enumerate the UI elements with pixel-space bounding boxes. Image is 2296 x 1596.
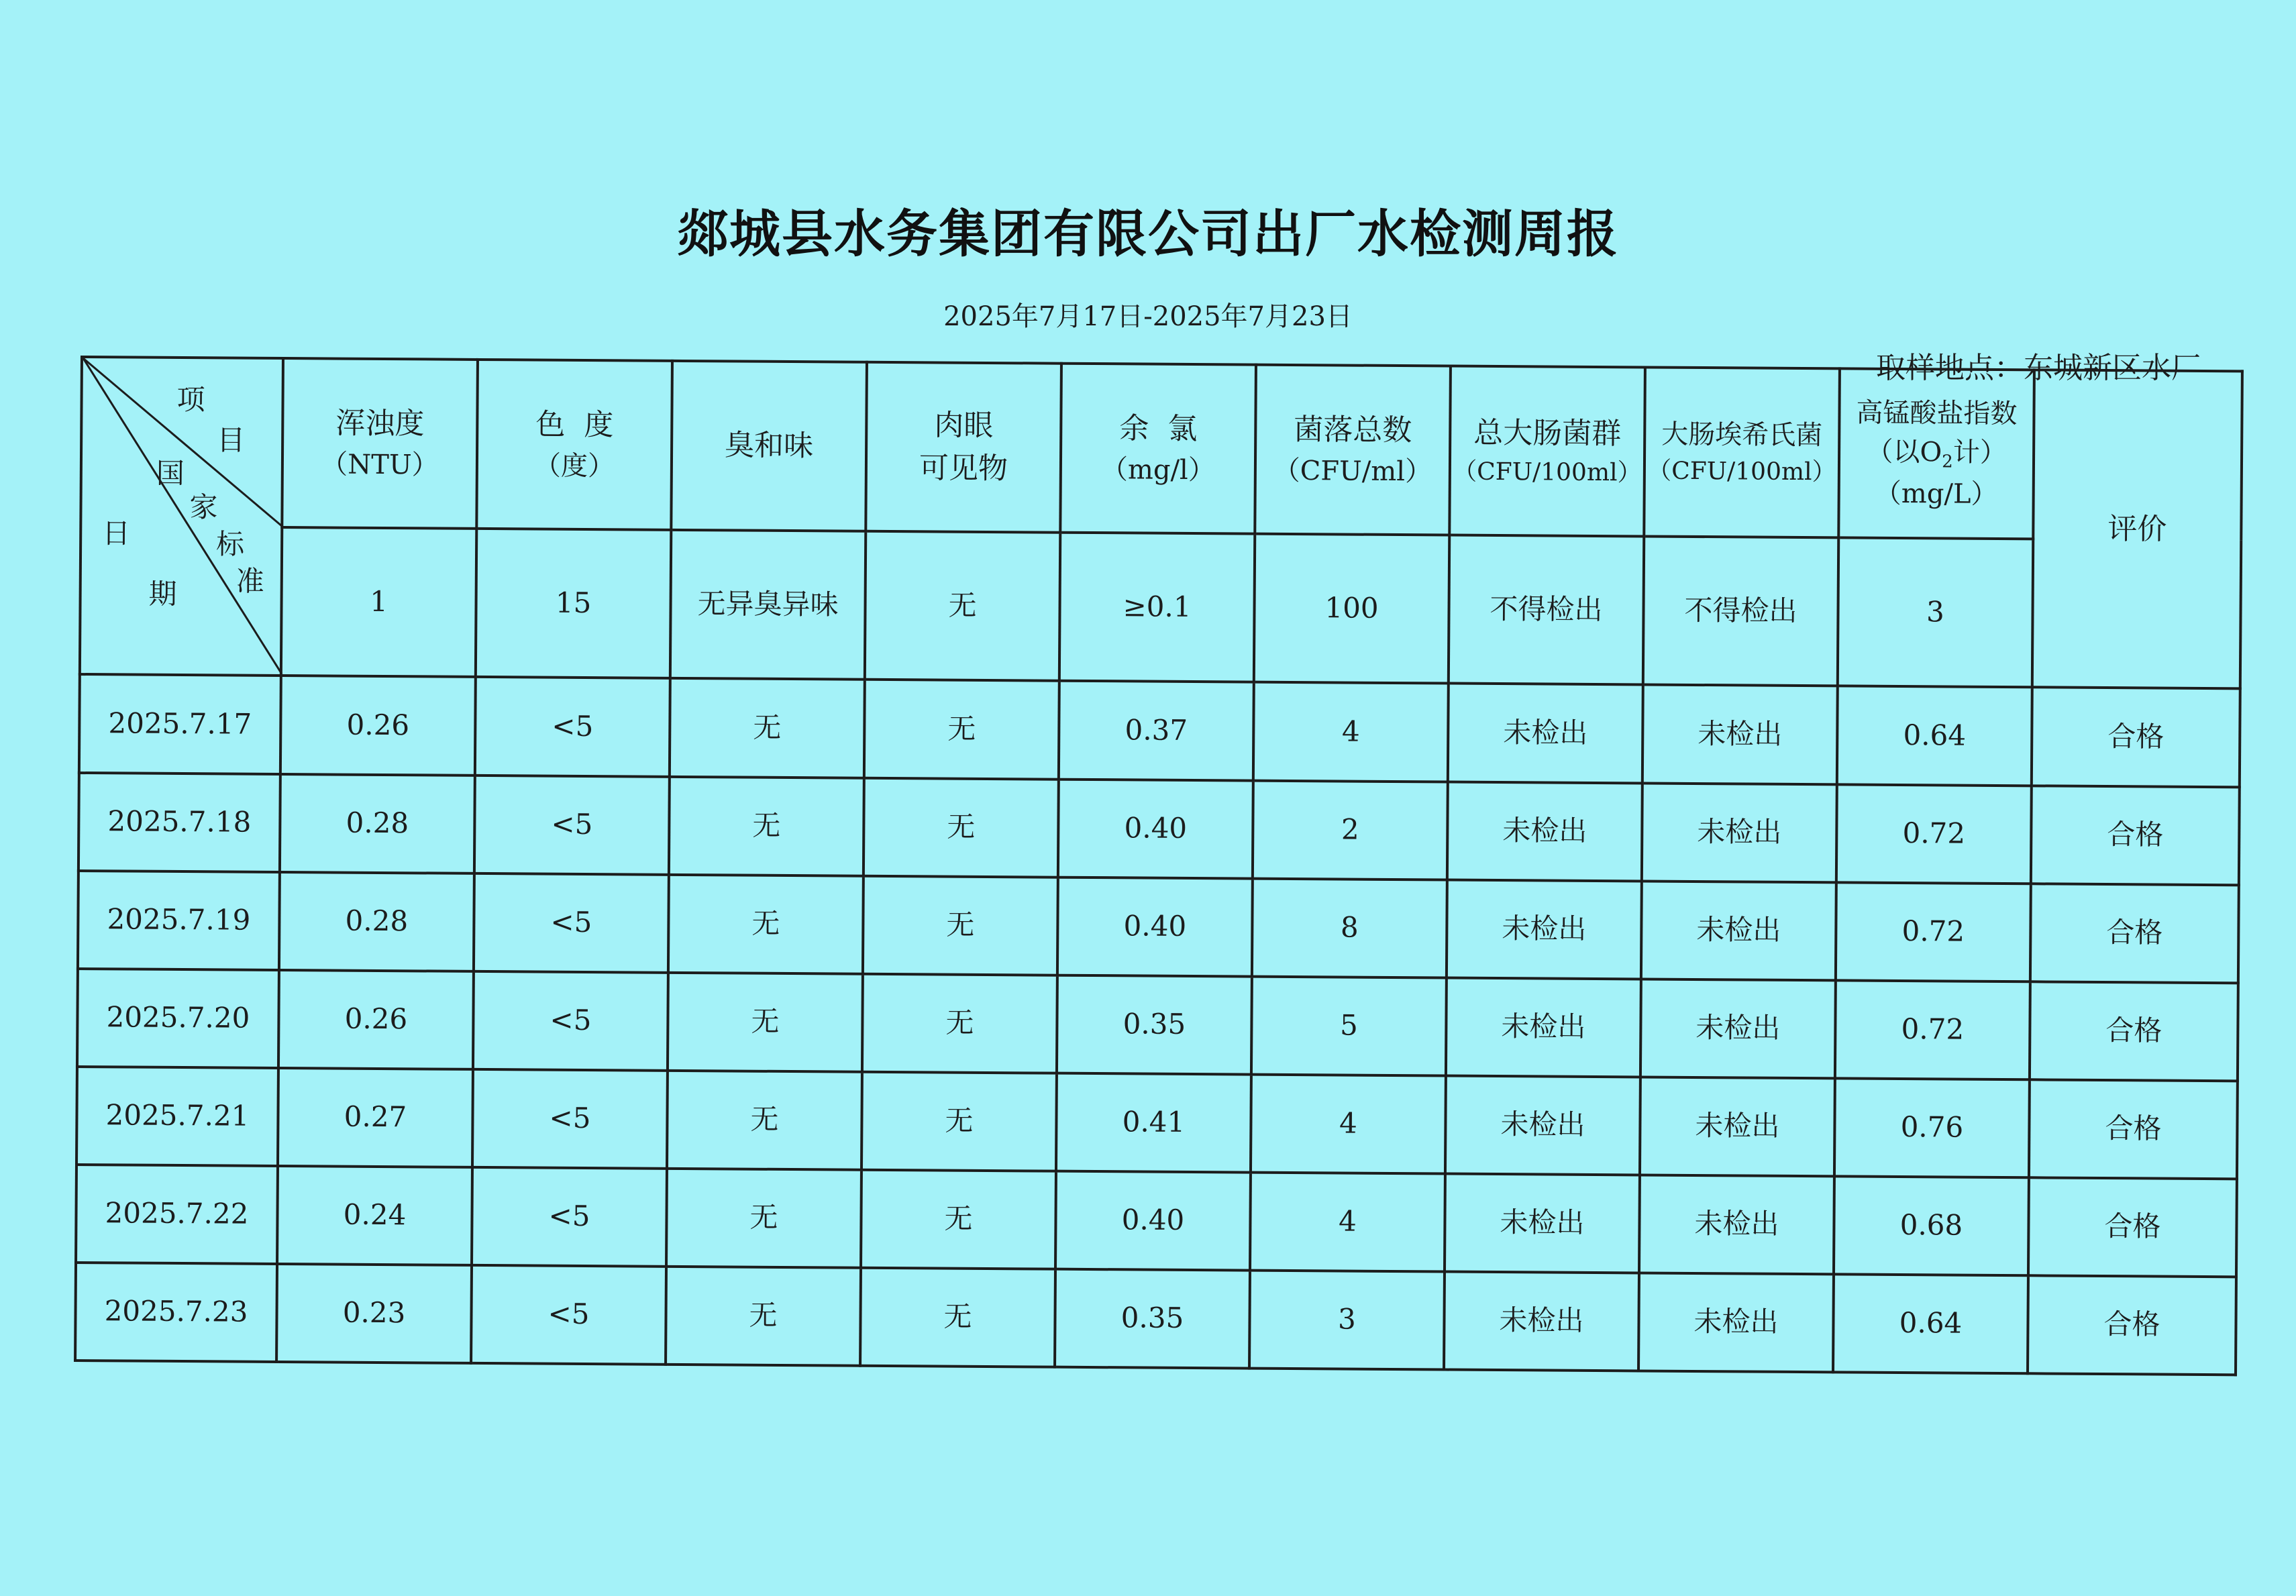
row-date: 2025.7.20 (77, 969, 279, 1068)
cell-visible-matter: 无 (862, 1071, 1057, 1171)
cell-colony-count: 4 (1253, 682, 1449, 782)
cell-e-coli: 未检出 (1640, 979, 1836, 1078)
cell-residual-chlorine: 0.40 (1055, 1171, 1251, 1270)
table-row (76, 1067, 2238, 1179)
cell-turbidity: 0.24 (277, 1166, 472, 1265)
col-unit: （CFU/ml） (1273, 455, 1432, 488)
cell-residual-chlorine: 0.35 (1055, 1269, 1250, 1369)
col-name: 色 度 (535, 407, 614, 443)
col-name-line2: 可见物 (919, 451, 1008, 486)
col-name: 菌落总数 (1294, 413, 1412, 448)
row-date: 2025.7.19 (78, 871, 280, 970)
corner-standard-char-2: 家 (189, 490, 218, 524)
cell-colony-count: 4 (1251, 1074, 1446, 1173)
cell-odor-taste: 无 (666, 1267, 861, 1366)
cell-odor-taste: 无 (667, 1071, 862, 1170)
table-row (77, 969, 2238, 1081)
standard-colony-count: 100 (1254, 533, 1449, 684)
corner-standard-char-4: 准 (236, 564, 264, 598)
standard-permanganate-index: 3 (1838, 537, 2033, 688)
standard-row (80, 526, 2241, 689)
col-name: 肉眼 (934, 408, 994, 443)
cell-e-coli: 未检出 (1642, 685, 1838, 784)
col-unit-post: 计） (1952, 437, 2007, 468)
col-unit: （CFU/100ml） (1647, 457, 1836, 486)
cell-permanganate-index: 0.68 (1834, 1176, 2029, 1275)
col-unit: （CFU/100ml） (1453, 458, 1642, 487)
cell-turbidity: 0.28 (279, 872, 474, 971)
row-date: 2025.7.18 (79, 773, 280, 872)
corner-date-char-1: 日 (102, 517, 131, 550)
cell-visible-matter: 无 (862, 973, 1057, 1073)
cell-color: <5 (474, 873, 669, 973)
cell-permanganate-index: 0.72 (1836, 784, 2032, 884)
table-row (79, 674, 2240, 786)
report-date-range: 2025年7月17日-2025年7月23日 (943, 301, 1353, 332)
cell-total-coliforms: 未检出 (1445, 1173, 1640, 1273)
cell-odor-taste: 无 (668, 874, 864, 973)
col-name: 大肠埃希氏菌 (1661, 419, 1823, 451)
cell-residual-chlorine: 0.37 (1059, 681, 1254, 780)
cell-residual-chlorine: 0.40 (1058, 779, 1253, 878)
cell-odor-taste: 无 (669, 776, 864, 875)
cell-residual-chlorine: 0.40 (1057, 877, 1253, 976)
col-header-e-coli (1644, 367, 1840, 537)
cell-turbidity: 0.26 (280, 676, 476, 775)
col-name: 总大肠菌群 (1473, 415, 1622, 451)
cell-visible-matter: 无 (863, 875, 1058, 975)
col-unit-pre: （以O (1866, 436, 1942, 468)
standard-e-coli: 不得检出 (1643, 536, 1838, 686)
cell-evaluation: 合格 (2028, 1177, 2237, 1277)
col-name: 余 氯 (1119, 411, 1198, 447)
cell-turbidity: 0.23 (276, 1264, 472, 1363)
cell-residual-chlorine: 0.41 (1056, 1073, 1251, 1172)
standard-total-coliforms: 不得检出 (1449, 535, 1644, 685)
cell-visible-matter: 无 (860, 1268, 1055, 1367)
cell-visible-matter: 无 (864, 778, 1059, 877)
table-row (79, 773, 2240, 885)
cell-colony-count: 3 (1249, 1270, 1445, 1369)
cell-e-coli: 未检出 (1638, 1273, 1834, 1372)
cell-permanganate-index: 0.76 (1834, 1078, 2030, 1177)
corner-item-char-1: 项 (176, 382, 205, 417)
standard-color: 15 (476, 529, 671, 679)
col-header-turbidity (282, 358, 478, 529)
col-unit (1840, 432, 2032, 476)
cell-evaluation: 合格 (2030, 981, 2238, 1081)
cell-odor-taste: 无 (670, 678, 865, 778)
cell-total-coliforms: 未检出 (1444, 1271, 1639, 1371)
cell-color: <5 (472, 1069, 668, 1169)
cell-evaluation: 合格 (2028, 1275, 2236, 1375)
cell-residual-chlorine: 0.35 (1057, 975, 1252, 1074)
water-quality-table (74, 356, 2244, 1376)
cell-color: <5 (475, 677, 670, 776)
corner-standard-char-3: 标 (215, 527, 245, 561)
cell-total-coliforms: 未检出 (1446, 977, 1641, 1077)
cell-colony-count: 4 (1250, 1172, 1445, 1271)
cell-total-coliforms: 未检出 (1447, 782, 1642, 881)
corner-date-char-2: 期 (148, 577, 177, 610)
col-name: 评价 (2107, 511, 2167, 547)
corner-cell (80, 357, 283, 676)
cell-colony-count: 2 (1253, 780, 1448, 880)
cell-visible-matter: 无 (861, 1170, 1056, 1269)
table-row (76, 1165, 2237, 1277)
table-row (75, 1263, 2236, 1375)
col-header-odor-taste (671, 361, 867, 531)
standard-residual-chlorine: ≥0.1 (1059, 533, 1255, 683)
col-unit-sub: 2 (1942, 451, 1953, 472)
cell-visible-matter: 无 (864, 680, 1059, 779)
col-header-color (476, 360, 672, 530)
standard-odor-taste: 无异臭异味 (670, 530, 866, 680)
cell-evaluation: 合格 (2032, 688, 2240, 787)
standard-visible-matter: 无 (865, 531, 1060, 682)
sampling-location: 取样地点：东城新区水厂 (1876, 351, 2201, 385)
cell-total-coliforms: 未检出 (1448, 684, 1643, 783)
cell-evaluation: 合格 (2030, 884, 2239, 983)
col-header-permanganate-index (1838, 368, 2034, 539)
cell-total-coliforms: 未检出 (1445, 1075, 1640, 1175)
cell-e-coli: 未检出 (1639, 1175, 1834, 1274)
row-date: 2025.7.23 (75, 1263, 277, 1362)
col-unit: （NTU） (321, 449, 439, 481)
report-title: 郯城县水务集团有限公司出厂水检测周报 (677, 204, 1619, 264)
col-unit: （度） (533, 450, 615, 482)
col-header-residual-chlorine (1060, 364, 1256, 534)
cell-permanganate-index: 0.72 (1836, 882, 2031, 981)
col-unit: （mg/l） (1100, 454, 1215, 486)
cell-e-coli: 未检出 (1641, 881, 1836, 980)
row-date: 2025.7.21 (76, 1067, 278, 1166)
col-name: 臭和味 (724, 428, 814, 464)
cell-permanganate-index: 0.64 (1837, 686, 2032, 786)
cell-colony-count: 5 (1251, 976, 1447, 1075)
cell-odor-taste: 无 (666, 1169, 862, 1268)
cell-e-coli: 未检出 (1642, 783, 1837, 882)
cell-color: <5 (473, 971, 668, 1071)
cell-permanganate-index: 0.72 (1835, 980, 2030, 1079)
row-date: 2025.7.17 (79, 674, 281, 774)
cell-color: <5 (472, 1167, 667, 1267)
cell-permanganate-index: 0.64 (1833, 1274, 2028, 1373)
cell-total-coliforms: 未检出 (1447, 880, 1642, 979)
col-header-colony-count (1255, 365, 1451, 535)
cell-color: <5 (471, 1265, 666, 1365)
col-header-evaluation (2032, 370, 2242, 689)
cell-e-coli: 未检出 (1640, 1077, 1835, 1176)
header-row (81, 357, 2242, 540)
cell-turbidity: 0.28 (280, 774, 475, 873)
cell-evaluation: 合格 (2031, 786, 2240, 885)
col-name: 高锰酸盐指数 (1856, 397, 2018, 429)
standard-turbidity: 1 (281, 527, 476, 678)
col-name: 浑浊度 (335, 406, 425, 441)
col-header-visible-matter (866, 362, 1061, 533)
cell-odor-taste: 无 (668, 972, 863, 1071)
corner-item-char-2: 目 (217, 423, 246, 457)
col-header-total-coliforms (1449, 366, 1645, 537)
cell-evaluation: 合格 (2029, 1079, 2238, 1179)
cell-color: <5 (474, 775, 670, 874)
cell-turbidity: 0.26 (278, 970, 474, 1069)
corner-standard-char-1: 国 (156, 456, 185, 490)
row-date: 2025.7.22 (76, 1165, 278, 1264)
report-sheet (74, 356, 2241, 1376)
col-unit-2: （mg/L） (1874, 478, 1998, 511)
cell-colony-count: 8 (1252, 878, 1447, 977)
table-row (78, 871, 2239, 983)
cell-turbidity: 0.27 (278, 1068, 473, 1167)
